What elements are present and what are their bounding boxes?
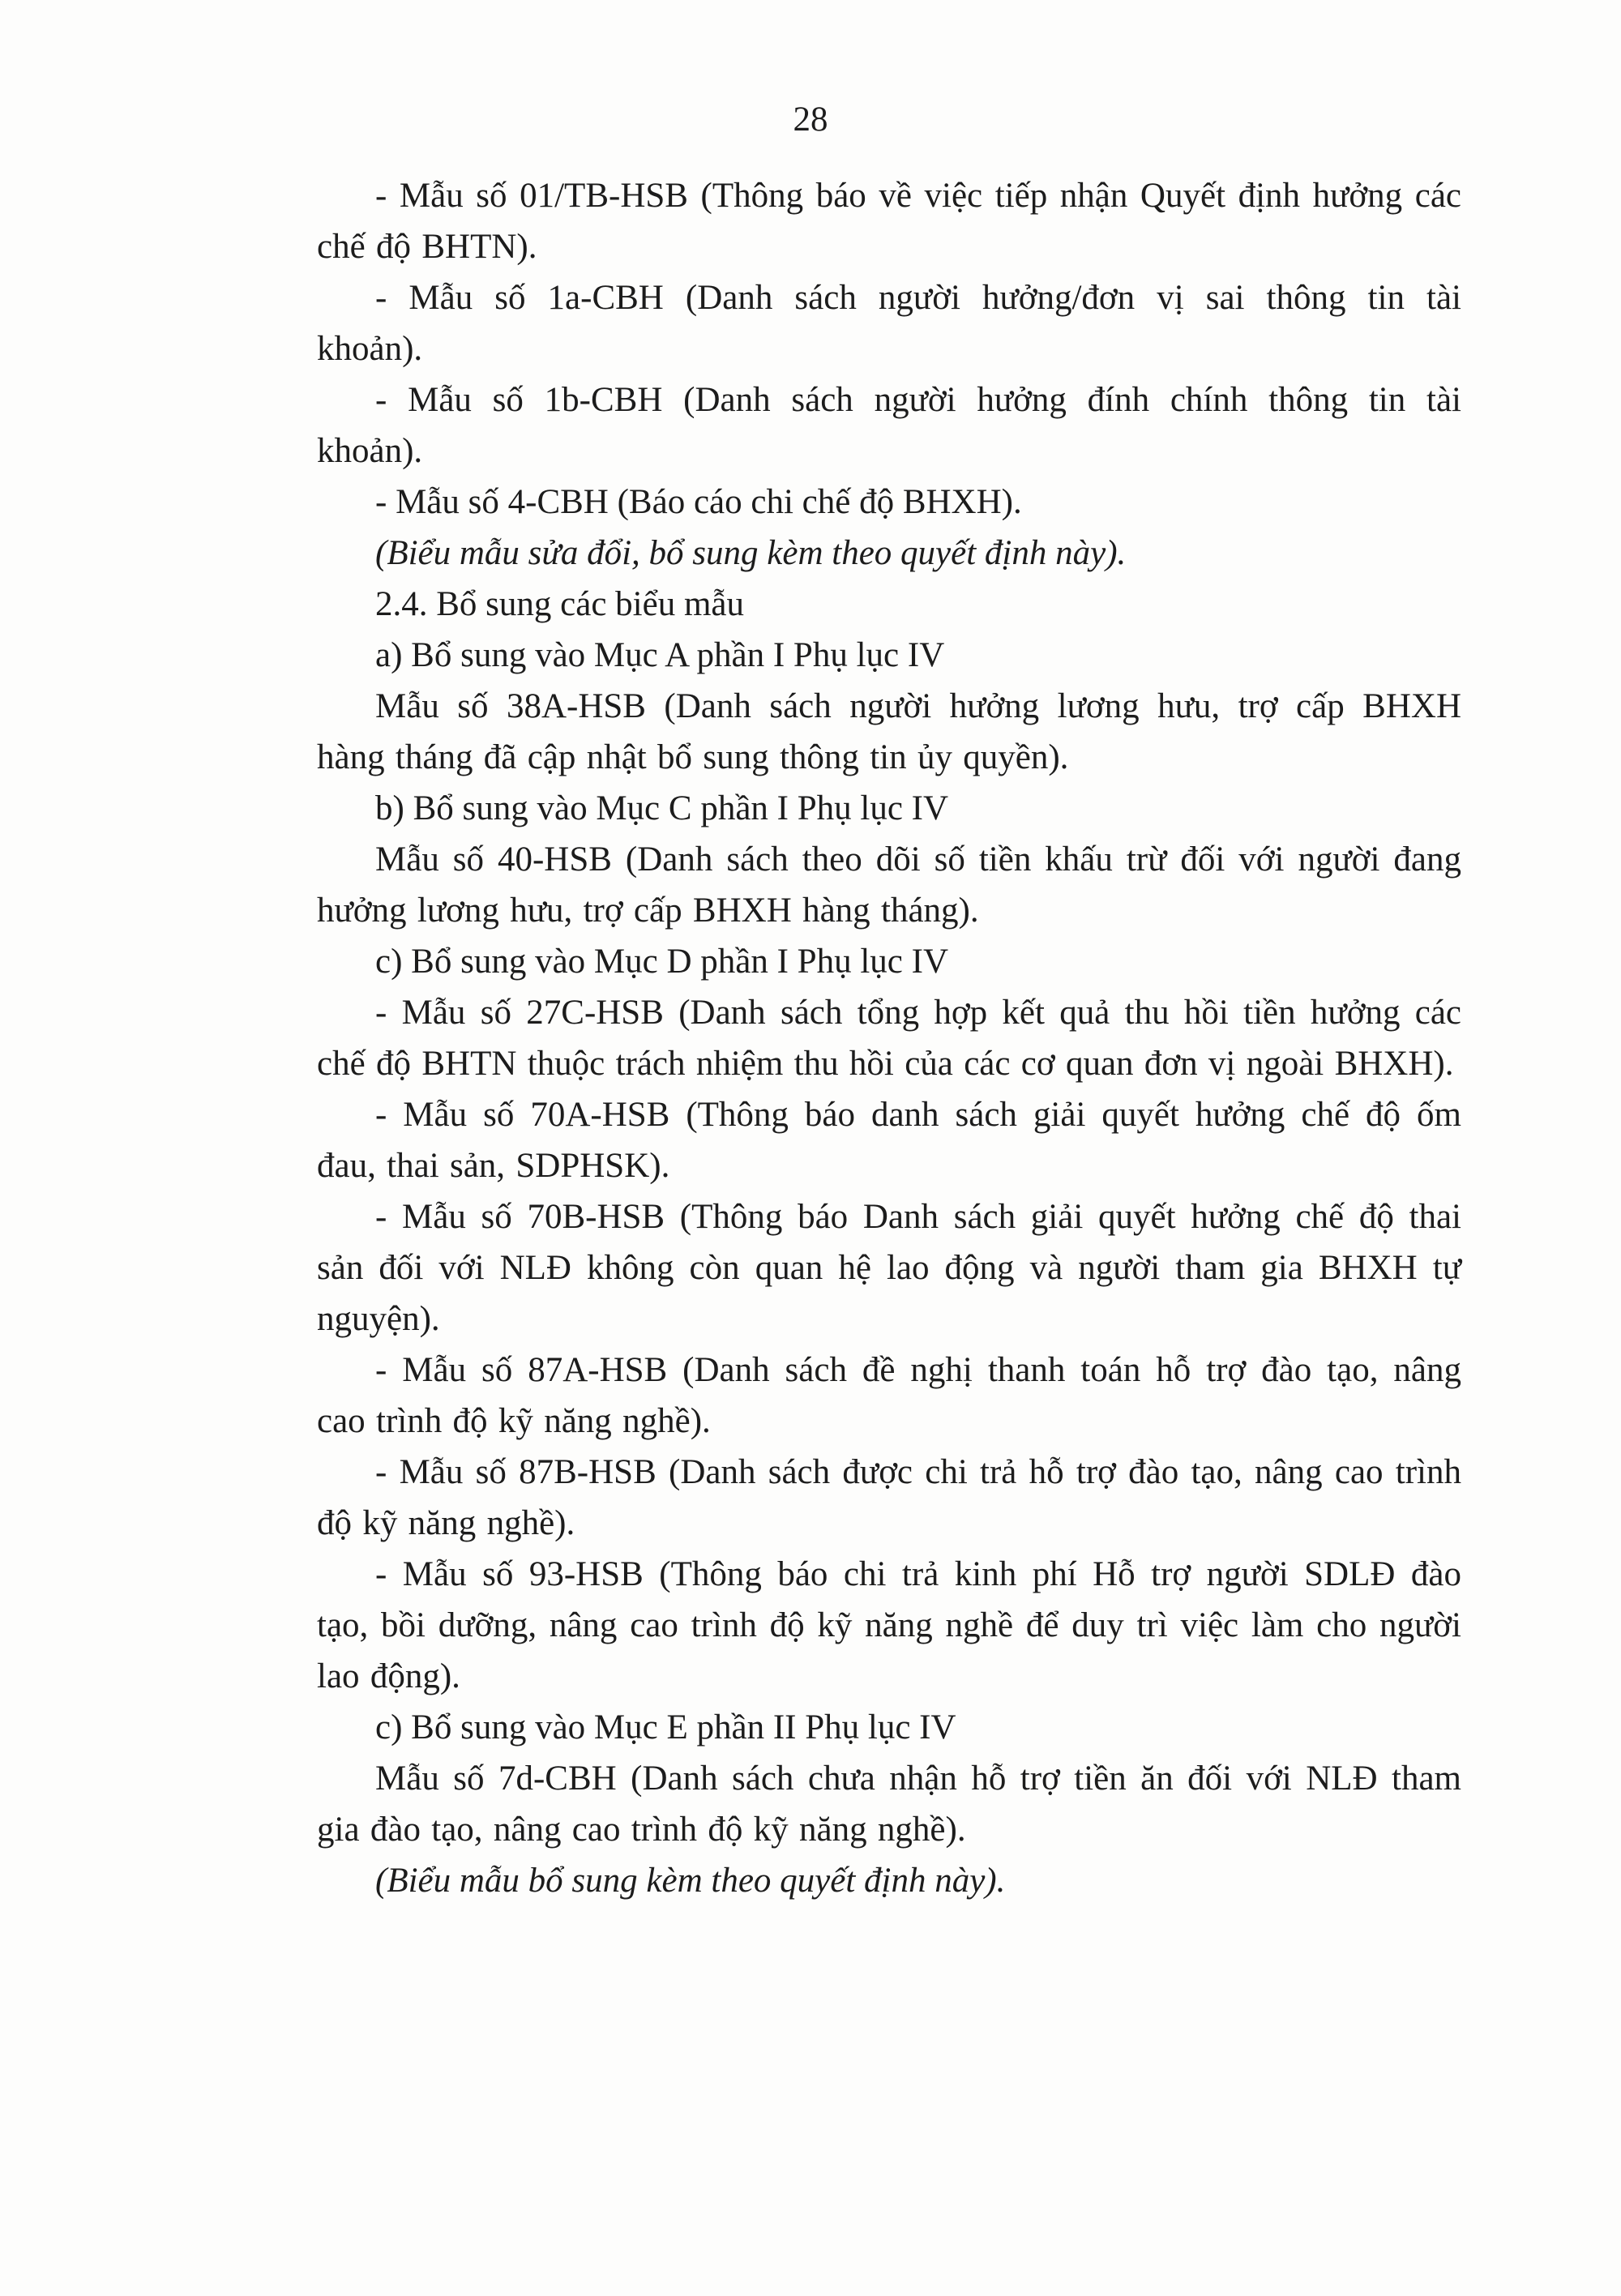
subheading-c-muc-e: c) Bổ sung vào Mục E phần II Phụ lục IV <box>375 1708 956 1747</box>
paragraph-mau-01-tb-hsb <box>317 170 1461 272</box>
paragraph-line: - Mẫu số 70B-HSB (Thông báo Danh sách giải quyết hưởng chế độ thai <box>375 1198 1461 1236</box>
paragraph-mau-87b-hsb <box>317 1447 1461 1549</box>
paragraph-mau-1b-cbh <box>317 374 1461 477</box>
paragraph-line: chế độ BHTN). <box>317 228 537 266</box>
paragraph-line: Mẫu số 38A-HSB (Danh sách người hưởng lương hưu, trợ cấp BHXH <box>375 687 1461 725</box>
paragraph-line: - Mẫu số 01/TB-HSB (Thông báo về việc tiếp nhận Quyết định hưởng các <box>375 177 1461 215</box>
paragraph-mau-27c-hsb <box>317 987 1461 1089</box>
paragraph-line: đau, thai sản, SDPHSK). <box>317 1147 670 1185</box>
paragraph-line: khoản). <box>317 330 423 368</box>
paragraph-line: - Mẫu số 1a-CBH (Danh sách người hưởng/đơn vị sai thông tin tài <box>375 279 1461 317</box>
subheading-b: b) Bổ sung vào Mục C phần I Phụ lục IV <box>375 789 949 827</box>
note-amended-forms: (Biểu mẫu sửa đổi, bổ sung kèm theo quyết định này). <box>375 534 1127 572</box>
paragraph-line: Mẫu số 40-HSB (Danh sách theo dõi số tiền khấu trừ đối với người đang <box>375 840 1461 879</box>
paragraph-mau-87a-hsb <box>317 1345 1461 1447</box>
page-number: 28 <box>793 100 828 139</box>
paragraph-mau-38a-hsb <box>317 681 1461 783</box>
paragraph-mau-40-hsb <box>317 834 1461 936</box>
paragraph-line: - Mẫu số 1b-CBH (Danh sách người hưởng đính chính thông tin tài <box>375 381 1461 419</box>
subheading-a: a) Bổ sung vào Mục A phần I Phụ lục IV <box>375 636 945 674</box>
subheading-c-muc-d: c) Bổ sung vào Mục D phần I Phụ lục IV <box>375 943 949 981</box>
paragraph-line: gia đào tạo, nâng cao trình độ kỹ năng nghề). <box>317 1811 966 1849</box>
paragraph-line: cao trình độ kỹ năng nghề). <box>317 1402 711 1440</box>
paragraph-line: hưởng lương hưu, trợ cấp BHXH hàng tháng). <box>317 891 979 930</box>
paragraph-line: Mẫu số 7d-CBH (Danh sách chưa nhận hỗ trợ tiền ăn đối với NLĐ tham <box>375 1759 1461 1798</box>
note-added-forms: (Biểu mẫu bổ sung kèm theo quyết định này). <box>375 1862 1006 1900</box>
paragraph-mau-70a-hsb <box>317 1089 1461 1191</box>
paragraph-line: hàng tháng đã cập nhật bổ sung thông tin ủy quyền). <box>317 738 1069 776</box>
paragraph-line: lao động). <box>317 1657 460 1695</box>
paragraph-mau-93-hsb <box>317 1549 1461 1702</box>
paragraph-mau-70b-hsb <box>317 1191 1461 1345</box>
paragraph-mau-4-cbh: - Mẫu số 4-CBH (Báo cáo chi chế độ BHXH). <box>375 483 1022 521</box>
paragraph-line: sản đối với NLĐ không còn quan hệ lao động và người tham gia BHXH tự <box>317 1249 1461 1287</box>
paragraph-line: - Mẫu số 27C-HSB (Danh sách tổng hợp kết quả thu hồi tiền hưởng các <box>375 994 1461 1032</box>
paragraph-line: tạo, bồi dưỡng, nâng cao trình độ kỹ năng nghề để duy trì việc làm cho người <box>317 1606 1461 1644</box>
document-body <box>317 170 1461 1906</box>
paragraph-line: khoản). <box>317 432 423 470</box>
paragraph-line: - Mẫu số 87B-HSB (Danh sách được chi trả hỗ trợ đào tạo, nâng cao trình <box>375 1453 1461 1491</box>
paragraph-mau-7d-cbh <box>317 1753 1461 1855</box>
paragraph-line: - Mẫu số 93-HSB (Thông báo chi trả kinh phí Hỗ trợ người SDLĐ đào <box>375 1555 1461 1593</box>
paragraph-line: nguyện). <box>317 1300 440 1338</box>
paragraph-line: - Mẫu số 70A-HSB (Thông báo danh sách giải quyết hưởng chế độ ốm <box>375 1096 1461 1134</box>
paragraph-mau-1a-cbh <box>317 272 1461 374</box>
section-heading-2-4: 2.4. Bổ sung các biểu mẫu <box>375 585 744 623</box>
paragraph-line: độ kỹ năng nghề). <box>317 1504 575 1542</box>
paragraph-line: - Mẫu số 87A-HSB (Danh sách đề nghị thanh toán hỗ trợ đào tạo, nâng <box>375 1351 1461 1389</box>
paragraph-line: chế độ BHTN thuộc trách nhiệm thu hồi của các cơ quan đơn vị ngoài BHXH). <box>317 1045 1454 1083</box>
